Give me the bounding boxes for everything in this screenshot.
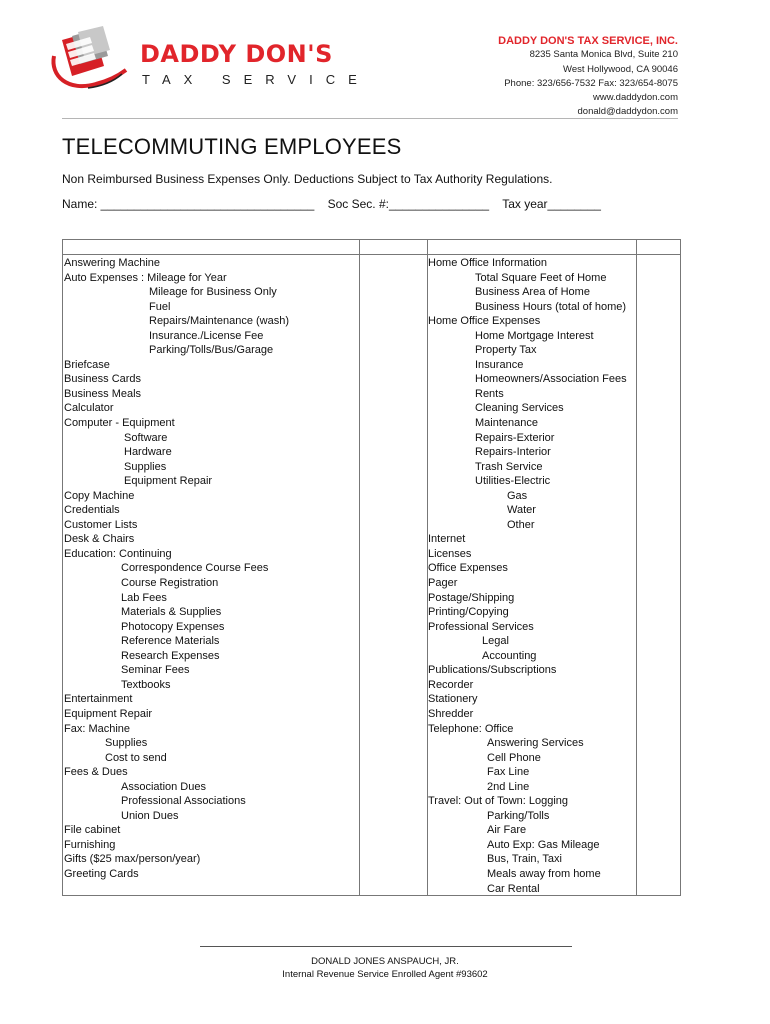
expense-item: Total Square Feet of Home — [475, 271, 607, 284]
expense-item: Desk & Chairs — [64, 533, 135, 546]
expense-item: Business Cards — [64, 373, 142, 386]
expense-item: Supplies — [124, 460, 167, 473]
signature-line — [200, 946, 572, 947]
logo-subtitle: TAX SERVICE — [142, 72, 370, 87]
expense-item: Insurance — [475, 358, 524, 371]
expense-item: Equipment Repair — [64, 707, 153, 720]
name-field[interactable]: Name: ________________________________ — [62, 197, 315, 211]
expense-item: Credentials — [64, 504, 120, 517]
expense-item: Fax Line — [487, 766, 530, 779]
expense-item: Photocopy Expenses — [121, 620, 225, 633]
expense-item: Homeowners/Association Fees — [475, 373, 627, 386]
expense-item: File cabinet — [64, 824, 121, 837]
expense-item: Greeting Cards — [64, 867, 139, 880]
expense-item: Materials & Supplies — [121, 606, 222, 619]
expense-item: Other — [507, 518, 535, 531]
expense-item: Reference Materials — [121, 635, 220, 648]
expense-item: Air Fare — [487, 824, 527, 837]
expense-item: Cleaning Services — [475, 402, 564, 415]
expense-item: Auto Exp: Gas Mileage — [487, 838, 600, 851]
expense-item: Entertainment — [64, 693, 133, 706]
expense-item: Auto Expenses : Mileage for Year — [64, 271, 227, 284]
expense-item: Gifts ($25 max/person/year) — [64, 853, 201, 866]
expense-item: Repairs-Interior — [475, 446, 551, 459]
identity-row — [62, 197, 611, 211]
expense-item: Printing/Copying — [428, 606, 509, 619]
expense-item: Parking/Tolls — [487, 809, 550, 822]
expense-item: Copy Machine — [64, 489, 135, 502]
tax-year-field[interactable]: Tax year________ — [502, 197, 601, 211]
expense-item: Property Tax — [475, 344, 537, 357]
expense-item: Internet — [428, 533, 466, 546]
expense-item: Professional Associations — [121, 795, 246, 808]
expense-table — [62, 239, 681, 896]
company-name: DADDY DON'S TAX SERVICE, INC. — [498, 35, 678, 47]
expense-item: Computer - Equipment — [64, 417, 175, 430]
expense-item: Postage/Shipping — [428, 591, 515, 604]
expense-item: Repairs-Exterior — [475, 431, 555, 444]
expense-item: Water — [507, 504, 536, 517]
expense-item: Answering Services — [487, 737, 584, 750]
expense-item: Stationery — [428, 693, 478, 706]
expense-item: Union Dues — [121, 809, 179, 822]
expense-item: Home Office Information — [428, 257, 548, 269]
expense-item: Supplies — [105, 737, 148, 750]
expense-item: Rents — [475, 387, 504, 400]
expense-item: Equipment Repair — [124, 475, 213, 488]
page-title: TELECOMMUTING EMPLOYEES — [62, 134, 402, 159]
expense-item: Parking/Tolls/Bus/Garage — [149, 344, 274, 357]
expense-item: Maintenance — [475, 417, 538, 430]
expense-item: Calculator — [64, 402, 114, 415]
expense-item: Travel: Out of Town: Logging — [428, 795, 569, 808]
expense-item: Customer Lists — [64, 518, 138, 531]
company-contact-block — [498, 34, 678, 120]
expense-item: Repairs/Maintenance (wash) — [149, 315, 290, 328]
header-divider — [62, 118, 678, 119]
expense-item: Seminar Fees — [121, 664, 190, 677]
expense-item: Legal — [482, 635, 509, 648]
email-link[interactable]: donald@daddydon.com — [577, 106, 678, 118]
expense-item: Bus, Train, Taxi — [487, 853, 562, 866]
expense-item: Shredder — [428, 707, 474, 720]
expense-item: Office Expenses — [428, 562, 508, 575]
expense-item: Business Meals — [64, 387, 142, 400]
address-line-1: 8235 Santa Monica Blvd, Suite 210 — [529, 49, 678, 61]
expense-item: Answering Machine — [64, 257, 160, 269]
expense-item: Association Dues — [121, 780, 206, 793]
expense-item: Licenses — [428, 547, 472, 560]
expense-item: Textbooks — [121, 678, 171, 691]
expense-item: Fax: Machine — [64, 722, 131, 735]
expense-item: Cell Phone — [487, 751, 541, 764]
expense-item: Education: Continuing — [64, 547, 172, 560]
expense-item: Meals away from home — [487, 867, 601, 880]
expense-item: Lab Fees — [121, 591, 167, 604]
expense-item: Home Mortgage Interest — [475, 329, 594, 342]
column-divider — [636, 240, 637, 895]
expense-item: Trash Service — [475, 460, 543, 473]
expense-item: Business Hours (total of home) — [475, 300, 627, 313]
expense-item: Professional Services — [428, 620, 534, 633]
phone-fax: Phone: 323/656-7532 Fax: 323/654-8075 — [504, 77, 678, 89]
website-link[interactable]: www.daddydon.com — [592, 92, 678, 104]
ssn-field[interactable]: Soc Sec. #:_______________ — [327, 197, 490, 211]
expense-item: Mileage for Business Only — [149, 286, 277, 299]
expense-item: Fuel — [149, 300, 171, 313]
expense-item: Business Area of Home — [475, 286, 590, 299]
logo-name: DADDY DON'S — [140, 40, 333, 68]
column-divider — [359, 240, 360, 895]
expense-item: Insurance./License Fee — [149, 329, 264, 342]
expense-item: Hardware — [124, 446, 172, 459]
expense-item: Briefcase — [64, 358, 110, 371]
address-line-2: West Hollywood, CA 90046 — [563, 63, 678, 75]
expense-item: Car Rental — [487, 882, 540, 895]
signatory-name: DONALD JONES ANSPAUCH, JR. — [311, 956, 459, 967]
expense-item: Utilities-Electric — [475, 475, 551, 488]
expense-item: Research Expenses — [121, 649, 220, 662]
expense-item: Accounting — [482, 649, 537, 662]
expense-item: Furnishing — [64, 838, 116, 851]
expense-item: Telephone: Office — [428, 722, 514, 735]
right-expense-list — [428, 256, 627, 896]
expense-item: Publications/Subscriptions — [428, 664, 557, 677]
expense-item: Cost to send — [105, 751, 167, 764]
tax-return-icon — [48, 26, 138, 96]
expense-item: 2nd Line — [487, 780, 530, 793]
expense-item: Fees & Dues — [64, 766, 128, 779]
form-subtitle: Non Reimbursed Business Expenses Only. Deductions Subject to Tax Authority Regulations. — [62, 172, 553, 186]
company-logo — [48, 26, 370, 96]
expense-item: Course Registration — [121, 577, 219, 590]
expense-item: Home Office Expenses — [428, 315, 541, 328]
expense-item: Software — [124, 431, 168, 444]
expense-item: Recorder — [428, 678, 474, 691]
signatory-title: Internal Revenue Service Enrolled Agent #93602 — [282, 969, 488, 980]
expense-item: Pager — [428, 577, 458, 590]
header-row-divider — [63, 254, 680, 255]
expense-item: Gas — [507, 489, 528, 502]
expense-item: Correspondence Course Fees — [121, 562, 269, 575]
left-expense-list — [64, 256, 289, 882]
